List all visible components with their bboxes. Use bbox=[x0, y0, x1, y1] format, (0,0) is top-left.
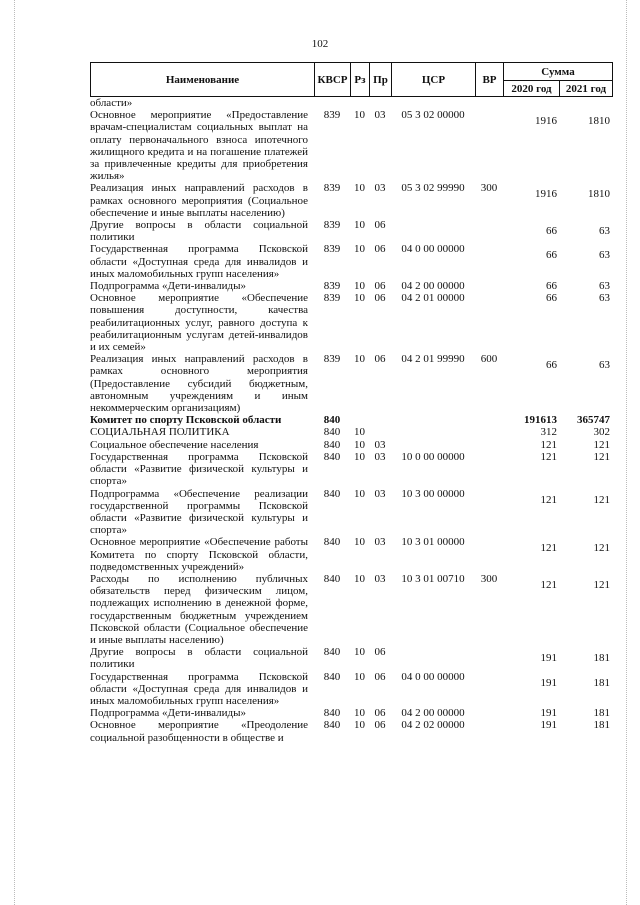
row-csr: 04 0 00 00000 bbox=[401, 243, 465, 256]
row-csr: 04 2 00 00000 bbox=[401, 707, 465, 720]
row-vr bbox=[475, 439, 503, 451]
row-rz: 10 bbox=[354, 182, 365, 195]
row-2020: 312 bbox=[540, 426, 557, 439]
row-name: Комитет по спорту Псковской области bbox=[90, 414, 282, 427]
row-2020: 191 bbox=[540, 676, 557, 689]
row-2021: 121 bbox=[593, 450, 610, 463]
row-rz: 10 bbox=[354, 243, 365, 256]
row-2020: 191 bbox=[540, 719, 557, 732]
row-2020: 66 bbox=[546, 292, 557, 305]
row-csr bbox=[391, 439, 475, 451]
row-kvsr: 840 bbox=[323, 426, 341, 439]
row-kvsr: 840 bbox=[323, 572, 341, 585]
budget-table bbox=[90, 62, 612, 744]
row-csr: 04 2 02 00000 bbox=[401, 719, 465, 732]
row-csr bbox=[391, 97, 475, 109]
row-kvsr bbox=[314, 97, 350, 109]
table-row bbox=[90, 292, 612, 353]
row-csr: 10 3 01 00000 bbox=[401, 536, 465, 549]
row-pr: 06 bbox=[374, 353, 386, 366]
row-kvsr: 840 bbox=[323, 414, 341, 427]
row-2021: 121 bbox=[593, 542, 610, 555]
row-csr bbox=[391, 426, 475, 438]
row-vr bbox=[475, 646, 503, 670]
row-vr: 300 bbox=[480, 182, 498, 195]
row-2021: 181 bbox=[593, 652, 610, 665]
row-csr: 04 2 01 99990 bbox=[401, 353, 465, 366]
header-csr: ЦСР bbox=[392, 63, 476, 97]
table-row bbox=[90, 439, 612, 451]
row-name: Реализация иных направлений расходов в рамках основного мероприятия (Предоставление субсидий бюджетным, автономным учреждениям и иным некоммерческим организациям) bbox=[90, 353, 308, 415]
row-pr: 06 bbox=[374, 243, 386, 256]
row-name: Подпрограмма «Дети-инвалиды» bbox=[90, 280, 247, 293]
row-kvsr: 840 bbox=[323, 536, 341, 549]
table-body bbox=[90, 97, 612, 744]
table-row bbox=[90, 426, 612, 438]
row-2020: 121 bbox=[540, 578, 557, 591]
row-2021: 181 bbox=[593, 707, 610, 720]
row-vr bbox=[475, 451, 503, 488]
row-2020: 66 bbox=[546, 359, 557, 372]
row-rz: 10 bbox=[354, 719, 365, 732]
row-2021: 63 bbox=[599, 225, 610, 238]
header-vr: ВР bbox=[476, 63, 504, 97]
row-kvsr: 840 bbox=[323, 670, 341, 683]
row-kvsr: 839 bbox=[323, 182, 341, 195]
table-row bbox=[90, 719, 612, 743]
row-vr: 300 bbox=[480, 572, 498, 585]
row-rz bbox=[350, 97, 369, 109]
header-2020: 2020 год bbox=[504, 81, 560, 97]
row-2021: 63 bbox=[599, 359, 610, 372]
row-csr: 10 3 01 00710 bbox=[401, 572, 465, 585]
row-2020: 121 bbox=[540, 493, 557, 506]
table-row bbox=[90, 707, 612, 719]
row-kvsr: 839 bbox=[323, 280, 341, 293]
row-kvsr: 839 bbox=[323, 353, 341, 366]
row-2020: 66 bbox=[546, 280, 557, 293]
row-rz: 10 bbox=[354, 646, 365, 659]
row-2021: 63 bbox=[599, 292, 610, 305]
row-name: Другие вопросы в области социальной политики bbox=[90, 219, 308, 244]
row-rz: 10 bbox=[354, 353, 365, 366]
row-kvsr: 840 bbox=[323, 487, 341, 500]
row-2021: 181 bbox=[593, 719, 610, 732]
row-vr bbox=[475, 280, 503, 292]
table-row bbox=[90, 671, 612, 708]
row-kvsr: 840 bbox=[323, 438, 341, 451]
row-2021: 181 bbox=[593, 676, 610, 689]
table-row bbox=[90, 414, 612, 426]
row-2021 bbox=[559, 97, 612, 109]
row-name: Реализация иных направлений расходов в рамках основного мероприятия (Социальное обеспечение и иные выплаты населению) bbox=[90, 182, 308, 219]
row-pr: 06 bbox=[374, 292, 386, 305]
header-2021: 2021 год bbox=[560, 81, 613, 97]
table-row bbox=[90, 243, 612, 280]
row-vr bbox=[475, 488, 503, 537]
header-name: Наименование bbox=[91, 63, 315, 97]
row-kvsr: 840 bbox=[323, 707, 341, 720]
row-2020: 121 bbox=[540, 450, 557, 463]
row-2020: 121 bbox=[540, 438, 557, 451]
row-csr bbox=[391, 219, 475, 243]
row-kvsr: 839 bbox=[323, 109, 341, 122]
row-pr: 06 bbox=[374, 670, 386, 683]
page-number: 102 bbox=[311, 38, 329, 50]
header-pr: Пр bbox=[370, 63, 392, 97]
row-2020: 66 bbox=[546, 249, 557, 262]
row-name: Основное мероприятие «Обеспечение работы Комитета по спорту Псковской области, подведомственных учреждений» bbox=[90, 536, 308, 573]
row-kvsr: 840 bbox=[323, 719, 341, 732]
row-2021: 365747 bbox=[577, 414, 610, 427]
row-rz: 10 bbox=[354, 450, 365, 463]
table-row bbox=[90, 97, 612, 109]
row-name: Государственная программа Псковской области «Доступная среда для инвалидов и иных маломобильных групп населения» bbox=[90, 243, 308, 280]
row-2021: 302 bbox=[593, 426, 610, 439]
row-2020: 191 bbox=[540, 652, 557, 665]
row-name: Подпрограмма «Обеспечение реализации государственной программы Псковской области «Развитие физической культуры и спорта» bbox=[90, 487, 308, 537]
row-pr bbox=[369, 97, 391, 109]
row-pr: 06 bbox=[374, 219, 386, 232]
table-row bbox=[90, 109, 612, 182]
row-pr: 03 bbox=[374, 536, 386, 549]
row-2020: 1916 bbox=[535, 188, 557, 201]
table-row bbox=[90, 280, 612, 292]
table-row bbox=[90, 451, 612, 488]
table-row bbox=[90, 353, 612, 414]
row-csr: 05 3 02 00000 bbox=[401, 109, 465, 122]
row-name: Государственная программа Псковской области «Развитие физической культуры и спорта» bbox=[90, 450, 308, 488]
table-row bbox=[90, 536, 612, 573]
row-pr: 06 bbox=[374, 707, 386, 720]
row-2020: 121 bbox=[540, 542, 557, 555]
row-vr: 600 bbox=[480, 353, 498, 366]
row-pr: 03 bbox=[374, 487, 386, 500]
row-csr: 04 2 00 00000 bbox=[401, 280, 465, 293]
row-2021: 121 bbox=[593, 578, 610, 591]
row-rz bbox=[350, 414, 369, 426]
page-edge-right bbox=[626, 0, 628, 905]
row-vr bbox=[475, 536, 503, 573]
table-row bbox=[90, 573, 612, 646]
row-name: Социальное обеспечение населения bbox=[90, 438, 259, 451]
row-vr bbox=[475, 719, 503, 743]
row-2020: 1916 bbox=[535, 115, 557, 128]
row-csr bbox=[391, 646, 475, 670]
table-row bbox=[90, 646, 612, 670]
row-rz: 10 bbox=[354, 536, 365, 549]
row-csr: 04 2 01 00000 bbox=[401, 292, 465, 305]
row-2021: 121 bbox=[593, 438, 610, 451]
table-row bbox=[90, 182, 612, 219]
row-pr bbox=[369, 414, 391, 426]
row-kvsr: 839 bbox=[323, 243, 341, 256]
header-rz: Рз bbox=[351, 63, 370, 97]
row-name: Подпрограмма «Дети-инвалиды» bbox=[90, 707, 247, 720]
row-2020 bbox=[503, 97, 559, 109]
row-vr bbox=[475, 414, 503, 426]
row-rz: 10 bbox=[354, 487, 365, 500]
row-name: Основное мероприятие «Преодоление социальной разобщенности в обществе и bbox=[90, 719, 308, 744]
row-kvsr: 839 bbox=[323, 292, 341, 305]
row-name: Государственная программа Псковской области «Доступная среда для инвалидов и иных маломобильных групп населения» bbox=[90, 670, 308, 707]
row-rz: 10 bbox=[354, 219, 365, 232]
row-vr bbox=[475, 707, 503, 719]
row-vr bbox=[475, 243, 503, 280]
row-rz: 10 bbox=[354, 292, 365, 305]
row-2021: 121 bbox=[593, 493, 610, 506]
row-rz: 10 bbox=[354, 109, 365, 122]
row-pr: 03 bbox=[374, 109, 386, 122]
row-rz: 10 bbox=[354, 572, 365, 585]
row-vr bbox=[475, 292, 503, 353]
row-name: Основное мероприятие «Предоставление врачам-специалистам социальных выплат на оплату первоначального взноса ипотечного жилищного кредита и на погашение платежей за привлеченные кредиты для приобретения жилья» bbox=[90, 109, 308, 183]
row-2020: 66 bbox=[546, 225, 557, 238]
row-vr bbox=[475, 219, 503, 243]
header-sum: Сумма bbox=[504, 63, 613, 81]
row-name: СОЦИАЛЬНАЯ ПОЛИТИКА bbox=[90, 426, 230, 439]
row-2021: 63 bbox=[599, 249, 610, 262]
row-kvsr: 839 bbox=[323, 219, 341, 232]
row-pr: 03 bbox=[374, 572, 386, 585]
page-edge-left bbox=[14, 0, 16, 905]
row-pr: 06 bbox=[374, 646, 386, 659]
row-vr bbox=[475, 109, 503, 182]
row-2021: 1810 bbox=[588, 115, 610, 128]
row-csr: 10 0 00 00000 bbox=[401, 450, 465, 463]
row-name: области» bbox=[90, 97, 133, 109]
row-vr bbox=[475, 97, 503, 109]
row-vr bbox=[475, 426, 503, 438]
header-kvsr: КВСР bbox=[315, 63, 351, 97]
row-csr: 04 0 00 00000 bbox=[401, 670, 465, 683]
row-csr: 05 3 02 99990 bbox=[401, 182, 465, 195]
row-rz: 10 bbox=[354, 438, 365, 451]
row-name: Основное мероприятие «Обеспечение повышения доступности, качества реабилитационных услуг, равного доступа к реабилитационным услугам детей-инвалидов и их семей» bbox=[90, 292, 308, 354]
row-rz: 10 bbox=[354, 426, 365, 439]
row-csr bbox=[391, 414, 475, 426]
row-2021: 1810 bbox=[588, 188, 610, 201]
row-csr: 10 3 00 00000 bbox=[401, 487, 465, 500]
row-rz: 10 bbox=[354, 280, 365, 293]
table-row bbox=[90, 219, 612, 243]
table-row bbox=[90, 488, 612, 537]
row-vr bbox=[475, 671, 503, 708]
row-rz: 10 bbox=[354, 707, 365, 720]
row-name: Расходы по исполнению публичных обязательств перед физическим лицом, подлежащих исполнению в денежной форме, государственным бюджетным учреждением Псковской области (Социальное обеспечение и иные выплаты населению) bbox=[90, 572, 308, 646]
row-2020: 191 bbox=[540, 707, 557, 720]
row-pr: 03 bbox=[374, 450, 386, 463]
row-pr: 06 bbox=[374, 719, 386, 732]
row-kvsr: 840 bbox=[323, 646, 341, 659]
row-kvsr: 840 bbox=[323, 450, 341, 463]
row-rz: 10 bbox=[354, 670, 365, 683]
row-pr: 03 bbox=[374, 438, 386, 451]
row-pr: 03 bbox=[374, 182, 386, 195]
row-pr: 06 bbox=[374, 280, 386, 293]
table-header bbox=[90, 62, 613, 97]
row-name: Другие вопросы в области социальной политики bbox=[90, 646, 308, 671]
row-pr bbox=[369, 426, 391, 438]
row-2020: 191613 bbox=[524, 414, 557, 427]
row-2021: 63 bbox=[599, 280, 610, 293]
